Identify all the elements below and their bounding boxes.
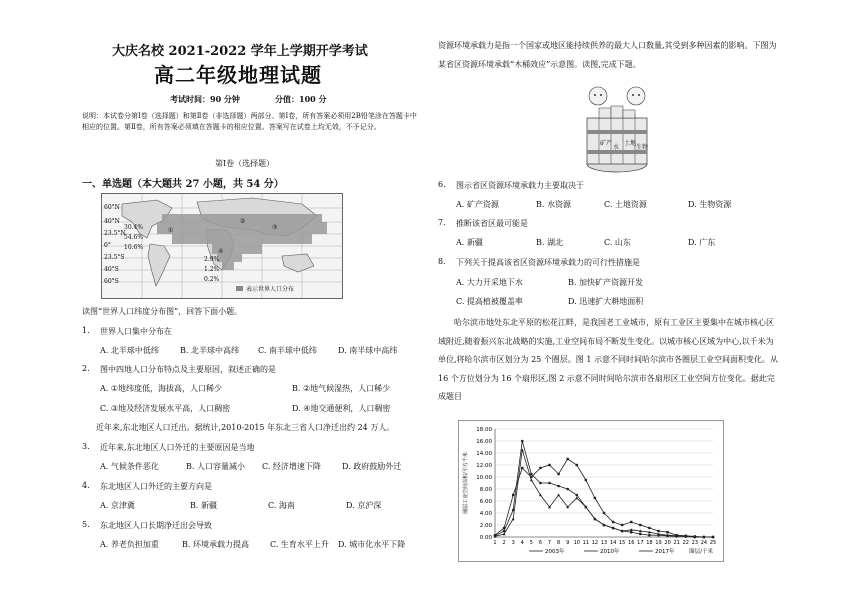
question-stem: 东北地区人口外迁的主要方向是 [100,482,212,491]
data-point [521,467,523,469]
question-stem: 推断该省区最可能是 [456,219,528,228]
y-tick-label: 10.00 [476,475,492,481]
x-tick-label: 7 [547,540,552,546]
right-intro: 资源环境承载力是指一个国家或地区能持续供养的最大人口数量,其受到多种因素的影响。下图为某省区资源环境承载“木桶效应”示意图。读图,完成下题。 [438,41,777,69]
question-number: 3. [82,442,90,451]
question-number: 7. [438,218,446,227]
lat-label: 23.5°N [104,230,126,237]
x-tick-label: 21 [673,540,680,546]
data-point [539,482,542,485]
option-c[interactable]: C. 山东 [604,238,631,247]
school-line: 大庆名校 2021-2022 学年上学期开学考试 [112,44,368,59]
option-a[interactable]: A. 养老负担加重 [100,540,159,549]
option-b[interactable]: B. ②地气候湿热，人口稀少 [292,384,391,393]
x-tick-label: 23 [691,540,699,546]
question-number: 8. [438,257,446,266]
x-tick-label: 6 [538,540,543,546]
data-point [575,494,578,497]
world-population-map [101,193,343,299]
option-b[interactable]: B. 湖北 [536,238,563,247]
x-tick-label: 25 [709,540,717,546]
y-tick-label: 14.00 [476,451,492,457]
y-tick-label: 16.00 [476,439,492,445]
data-point [512,494,514,496]
stave-label: 生物 [636,144,649,151]
data-point [557,473,559,475]
y-tick-label: 6.00 [479,499,492,505]
read-map-prompt: 读图“世界人口纬度分布图”，回答下面小题。 [82,307,243,316]
data-point [566,488,569,491]
x-tick-label: 18 [646,540,653,546]
question-stem: 东北地区人口长期净迁出会导致 [100,521,212,530]
question-stem: 近年来,东北地区人口外迁的主要原因是当地 [100,443,255,452]
option-d[interactable]: D. 城市化水平下降 [338,540,406,549]
lat-label: 40°S [104,266,119,273]
barrel-figure [578,84,656,174]
question-number: 6. [438,180,446,189]
option-a[interactable]: A. 新疆 [456,238,483,247]
data-point [639,524,641,526]
x-tick-label: 4 [520,540,524,546]
volume-label: 第Ⅰ卷（选择题） [215,159,275,168]
question-number: 2. [82,364,90,373]
passage-northeast: 近年来,东北地区人口迁出。据统计,2010-2015 年东北三省人口净迁出约 24 万人。 [96,423,395,432]
data-point [594,497,596,499]
legend-label: 2010年 [600,549,620,555]
data-point [530,473,533,476]
option-b[interactable]: B. 环境承载力提高 [182,540,249,549]
x-tick-label: 2 [502,540,506,546]
y-tick-label: 2.00 [479,523,492,529]
pct-label: 0.2% [204,276,220,283]
legend-label: 2003年 [545,549,565,555]
map-marker-2: ② [240,218,246,225]
x-tick-label: 14 [609,540,617,546]
map-marker-1: ① [168,227,174,234]
y-tick-label: 18.00 [476,427,492,433]
section-heading: 一、单选题（本大题共 27 小题，共 54 分） [82,179,284,190]
option-a[interactable]: A. ①地纬度低，海拔高，人口稀少 [100,384,223,393]
stave-label: 水 [613,144,620,151]
data-point [539,467,541,469]
y-axis-label: 圈层工业空间面积/平方千米 [463,452,469,514]
x-tick-label: 20 [664,540,671,546]
option-b[interactable]: B. 水资源 [536,200,571,209]
pct-label: 30.4% [124,224,144,231]
map-marker-3: ③ [272,224,278,231]
question-stem: 下列关于提高该省区资源环境承载力的可行性措施是 [456,258,640,267]
option-a[interactable]: A. 气候条件恶化 [100,462,159,471]
question-number: 4. [82,481,90,490]
question-stem: 图示省区资源环境承载力主要取决于 [456,181,584,190]
option-a[interactable]: A. 北半球中低纬 [100,346,159,355]
exam-score: 分值：100 分 [275,94,327,104]
x-tick-label: 9 [566,540,570,546]
legend-label: 2017年 [655,549,675,555]
pct-label: 1.2% [204,266,220,273]
instructions: 说明：本试卷分第Ⅰ卷（选择题）和第Ⅱ卷（非选择题）两部分。第Ⅰ卷，所有答案必须用2B铅笔涂在答题卡中相应的位置。第Ⅱ卷，所有答案必须填在答题卡的相应位置。答案写在试卷上均无效，不予记分。 [82,112,417,131]
y-tick-label: 0.00 [479,535,492,541]
option-c[interactable]: C. 经济增速下降 [262,462,321,471]
option-b[interactable]: B. 北半球中高纬 [180,346,239,355]
map-legend: 表示世界人口分布 [246,286,295,293]
industry-area-chart [458,420,724,562]
data-point [521,440,524,443]
x-tick-label: 15 [618,540,626,546]
data-point [557,485,560,488]
pct-label: 54.6% [124,234,144,241]
chart-svg [459,421,723,561]
y-tick-label: 8.00 [479,487,492,493]
x-tick-label: 22 [682,540,689,546]
question-number: 5. [82,520,90,529]
pct-label: 2.9% [204,256,220,263]
data-point [512,517,515,520]
option-a[interactable]: A. 大力开采地下水 [456,278,523,287]
lat-label: 0° [104,242,111,249]
stave-label: 土地 [624,140,637,147]
x-tick-label: 16 [628,540,635,546]
page-title: 高二年级地理试题 [154,63,322,87]
option-d[interactable]: D. 京沪深 [346,501,382,510]
option-c[interactable]: C. 土地资源 [604,200,647,209]
x-tick-label: 1 [493,540,497,546]
x-tick-label: 10 [573,540,580,546]
x-tick-label: 12 [591,540,599,546]
data-point [648,527,650,529]
option-c[interactable]: C. 海南 [268,501,295,510]
data-point [621,524,623,526]
x-axis-label: 圈层/千米 [689,549,713,555]
data-point [630,531,633,534]
lat-label: 60°S [104,278,119,285]
option-d[interactable]: D. 迅速扩大耕地面积 [568,297,644,306]
data-point [557,493,560,496]
data-point [576,464,578,466]
lat-label: 23.5°S [104,254,125,261]
x-tick-label: 8 [556,540,561,546]
legend-swatch [236,286,243,291]
x-tick-label: 11 [582,540,590,546]
data-point [630,521,632,523]
option-b[interactable]: B. 加快矿产资源开发 [568,278,643,287]
option-d[interactable]: D. 生物资源 [688,200,732,209]
y-tick-label: 12.00 [476,463,492,469]
option-c[interactable]: C. ③地及经济发展水平高，人口稠密 [100,404,231,413]
option-a[interactable]: A. 矿产资源 [456,200,499,209]
option-c[interactable]: C. 生育水平上升 [270,540,329,549]
pct-label: 10.6% [124,244,144,251]
data-point [548,464,550,466]
exam-time: 考试时间：90 分钟 [170,94,240,104]
option-a[interactable]: A. 京津冀 [100,501,135,510]
data-point [666,531,668,533]
y-tick-label: 4.00 [479,511,492,517]
option-c[interactable]: C. 南半球中低纬 [258,346,317,355]
question-number: 1. [82,326,90,335]
data-point [612,521,614,523]
option-d[interactable]: D. 政府鼓励外迁 [342,462,402,471]
data-point [585,479,587,481]
data-point [548,482,551,485]
option-c[interactable]: C. 提高植被覆盖率 [456,297,523,306]
data-point [530,478,533,481]
data-point [503,527,505,529]
data-point [648,534,651,537]
harbin-passage: 哈尔滨市地处东北平原的松花江畔，是我国老工业城市，原有工业区主要集中在城市核心区域附近,随着振兴东北战略的实施,工业空间布局不断发生变化。以城市核心区域为中心,以千米为单位,将哈尔滨市区划分为 25 个圈层。图 1 示意不同时间哈尔滨市各圈层工业空间面积变化。从 16 个方位划分为 16 个扇形区,图 2 示意不同时间哈尔滨市各扇形区工业空间方位变化。据此完成题目 [438,318,778,401]
option-d[interactable]: D. ④地交通便利，人口稠密 [292,404,391,413]
lat-label: 60°N [104,204,120,211]
question-stem: 世界人口集中分布在 [100,327,172,336]
option-b[interactable]: B. 新疆 [190,501,217,510]
x-tick-label: 19 [655,540,662,546]
map-marker-4: ④ [218,248,224,255]
option-d[interactable]: D. 南半球中高纬 [338,346,398,355]
data-point [639,533,642,536]
x-tick-label: 3 [511,540,515,546]
option-b[interactable]: B. 人口容量减小 [186,462,245,471]
option-d[interactable]: D. 广东 [688,238,716,247]
data-point [603,512,605,514]
data-point [657,530,659,532]
x-tick-label: 24 [700,540,708,546]
x-tick-label: 5 [529,540,533,546]
x-tick-label: 17 [637,540,644,546]
stave-label: 矿产 [600,140,613,147]
lat-label: 40°N [104,218,120,225]
question-stem: 图中四地人口分布特点及主要原因，叙述正确的是 [100,365,276,374]
data-point [566,458,568,460]
x-tick-label: 13 [600,540,608,546]
